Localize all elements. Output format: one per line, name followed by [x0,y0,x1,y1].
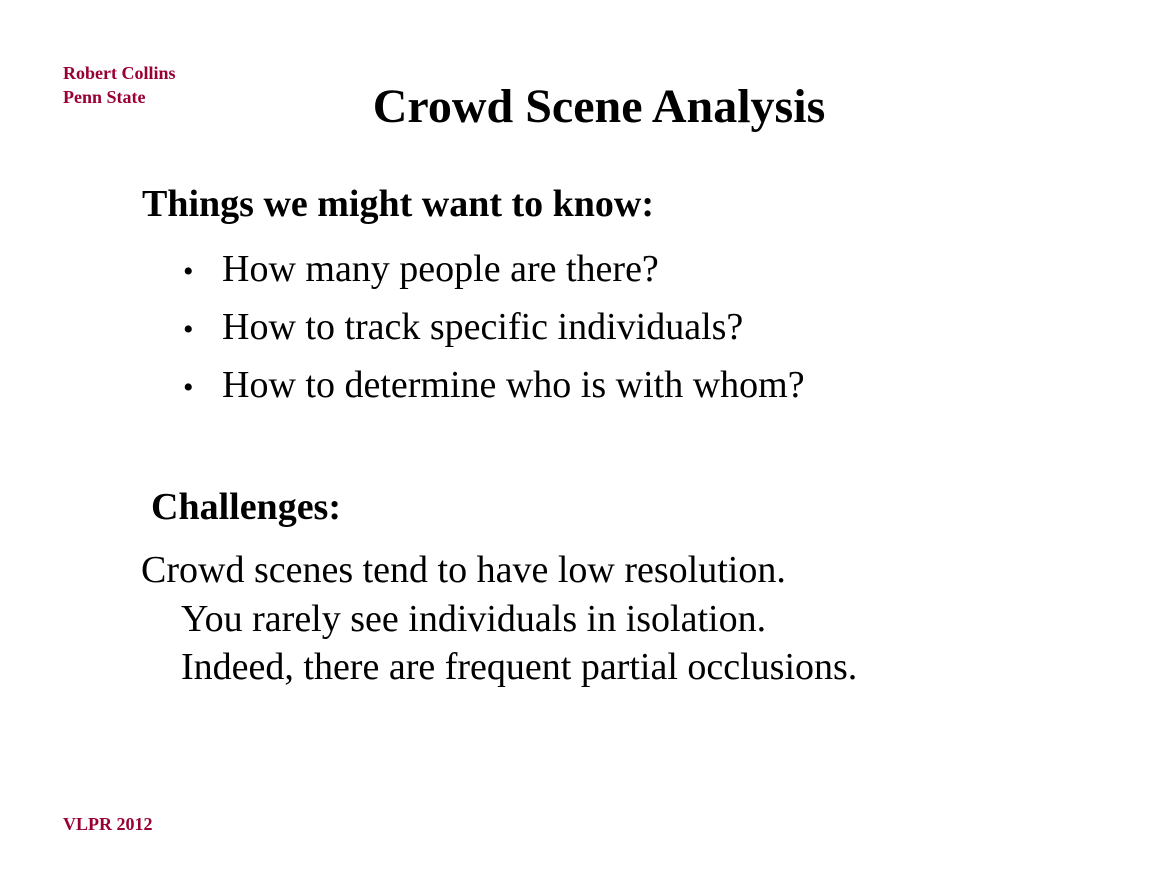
list-item-text: How many people are there? [222,248,659,290]
bullet-icon: • [183,255,194,288]
footer-label: VLPR 2012 [63,814,153,834]
list-item [183,302,805,360]
slide-title: Crowd Scene Analysis [372,80,826,133]
questions-list [183,244,805,418]
list-item-text: How to track specific individuals? [222,306,744,348]
challenge-line: You rarely see individuals in isolation. [181,598,767,640]
author-affiliation: Penn State [63,87,146,107]
bullet-icon: • [183,371,194,404]
list-item-text: How to determine who is with whom? [222,364,805,406]
challenge-line: Indeed, there are frequent partial occlusions. [181,646,858,688]
challenge-line: Crowd scenes tend to have low resolution. [141,549,786,591]
list-item [183,360,805,418]
author-name: Robert Collins [63,63,176,83]
challenges-heading: Challenges: [151,486,341,528]
questions-heading: Things we might want to know: [142,183,655,225]
list-item [183,244,805,302]
bullet-icon: • [183,313,194,346]
